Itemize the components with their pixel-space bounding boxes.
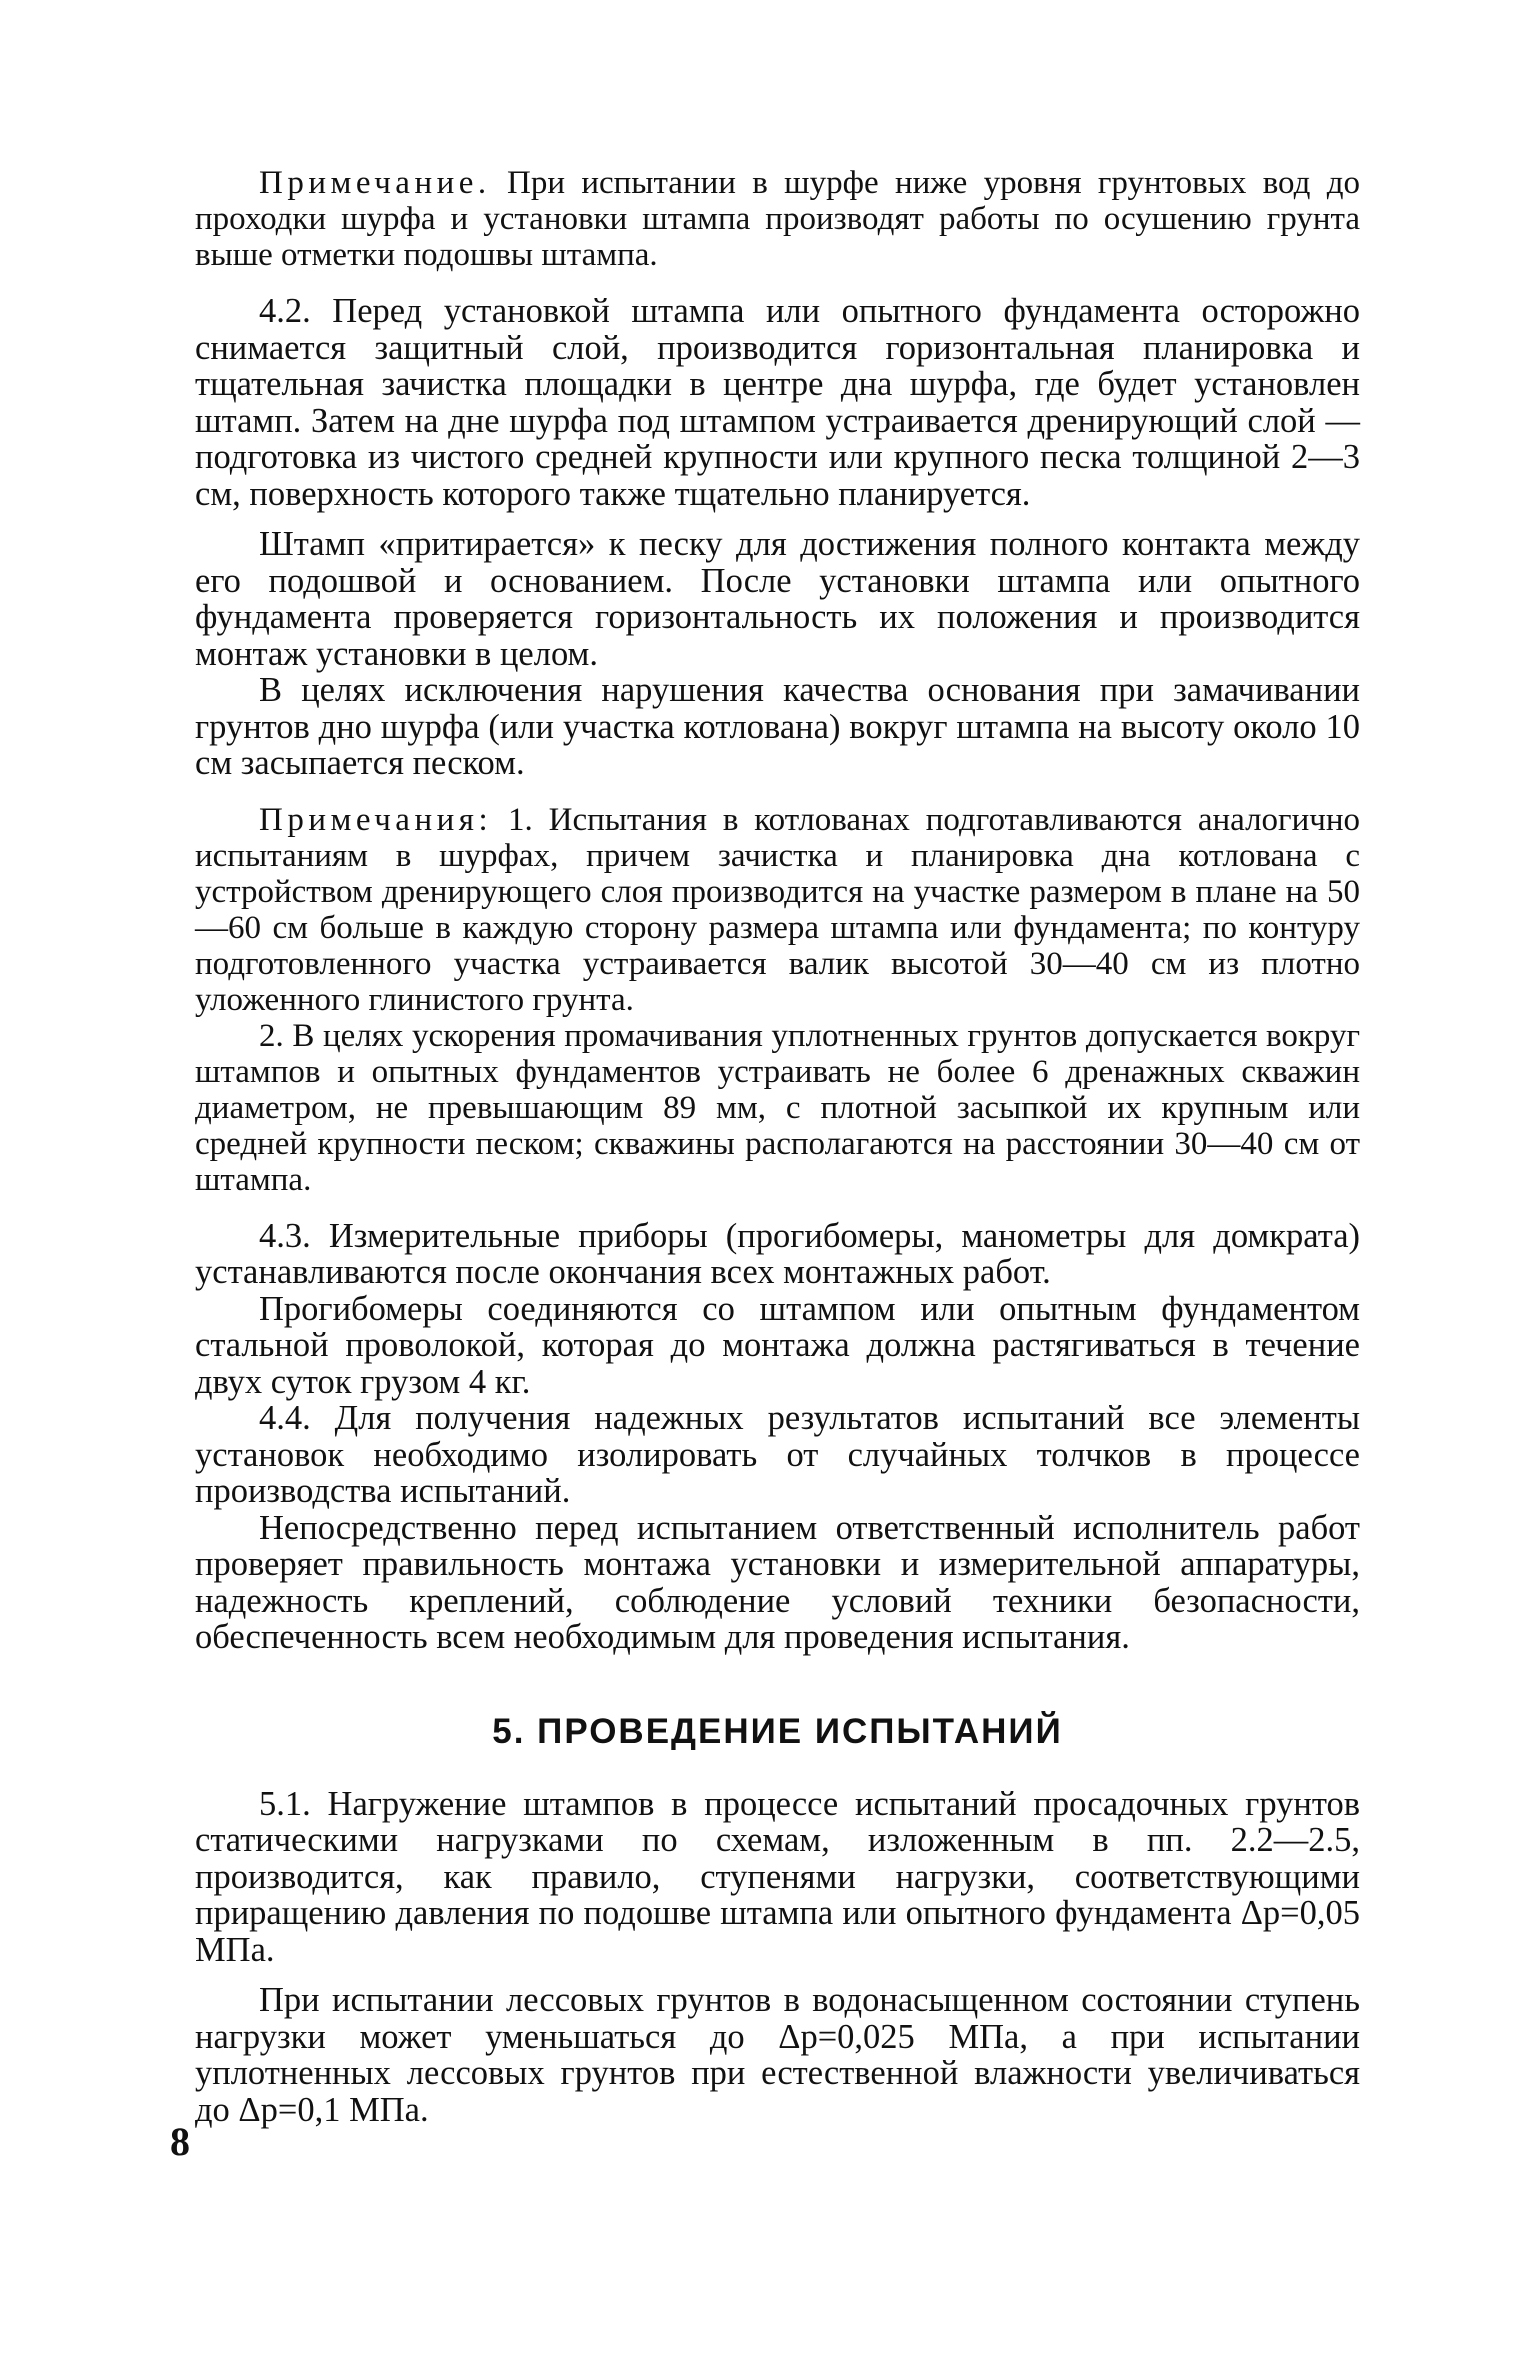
note-intro-label: Примечание. (259, 165, 491, 201)
paragraph-sand-backfill: В целях исключения нарушения качества основания при замачивании грунтов дно шурфа (или участка котлована) вокруг штампа на высоту около 10 см засыпается песком. (195, 671, 1360, 782)
notes-item-1-text: 1. Испытания в котлованах подготавливаются аналогично испытаниям в шурфах, причем зачистка и планировка дна котлована с устройством дренирующего слоя производится на участке размером в плане на 50—60 см больше в каждую сторону размера штампа или фундамента; по контуру подготовленного участка устраивается валик высотой 30—40 см из плотно уложенного глинистого грунта. (195, 801, 1360, 1018)
paragraph-4-4: 4.4. Для получения надежных результатов испытаний все элементы установок необходимо изолировать от случайных толчков в процессе производства испытаний. (195, 1399, 1360, 1510)
page-number: 8 (170, 2119, 190, 2164)
document-page (195, 165, 1360, 2128)
paragraph-4-2: 4.2. Перед установкой штампа или опытного фундамента осторожно снимается защитный слой, производится горизонтальная планировка и тщательная зачистка площадки в центре дна шурфа, где будет установлен штамп. Затем на дне шурфа под штампом устраивается дренирующий слой — подготовка из чистого средней крупности или крупного песка толщиной 2—3 см, поверхность которого также тщательно планируется. (195, 292, 1360, 513)
paragraph-pre-test-check: Непосредственно перед испытанием ответственный исполнитель работ проверяет правильность монтажа установки и измерительной аппаратуры, надежность креплений, соблюдение условий техники безопасности, обеспеченность всем необходимым для проведения испытания. (195, 1508, 1360, 1656)
paragraph-loess-saturated: При испытании лессовых грунтов в водонасыщенном состоянии ступень нагрузки может уменьшаться до Δp=0,025 МПа, а при испытании уплотненных лессовых грунтов при естественной влажности увеличиваться до Δp=0,1 МПа. (195, 1981, 1360, 2129)
note-intro (195, 165, 1360, 273)
section-5-heading-wrap (195, 1712, 1360, 1752)
paragraph-5-1: 5.1. Нагружение штампов в процессе испытаний просадочных грунтов статическими нагрузками по схемам, изложенным в пп. 2.2—2.5, производится, как правило, ступенями нагрузки, соответствующими приращению давления по подошве штампа или опытного фундамента Δp=0,05 МПа. (195, 1784, 1360, 1969)
section-5-heading: 5. ПРОВЕДЕНИЕ ИСПЫТАНИЙ (492, 1711, 1063, 1751)
paragraph-stamp-lapping: Штамп «притирается» к песку для достижения полного контакта между его подошвой и основанием. После установки штампа или опытного фундамента проверяется горизонтальность их положения и производится монтаж установки в целом. (195, 525, 1360, 673)
notes-item-1 (195, 802, 1360, 1018)
notes-item-2: 2. В целях ускорения промачивания уплотненных грунтов допускается вокруг штампов и опытных фундаментов устраивать не более 6 дренажных скважин диаметром, не превышающим 89 мм, с плотной засыпкой их крупным или средней крупности песком; скважины располагаются на расстоянии 30—40 см от штампа. (195, 1017, 1360, 1198)
notes-label: Примечания: (259, 801, 493, 838)
note-intro-text: При испытании в шурфе ниже уровня грунтовых вод до проходки шурфа и установки штампа производят работы по осушению грунта выше отметки подошвы штампа. (195, 165, 1361, 273)
paragraph-4-3: 4.3. Измерительные приборы (прогибомеры, манометры для домкрата) устанавливаются после окончания всех монтажных работ. (195, 1216, 1360, 1291)
paragraph-deflectometers: Прогибомеры соединяются со штампом или опытным фундаментом стальной проволокой, которая до монтажа должна растягиваться в течение двух суток грузом 4 кг. (195, 1289, 1360, 1401)
